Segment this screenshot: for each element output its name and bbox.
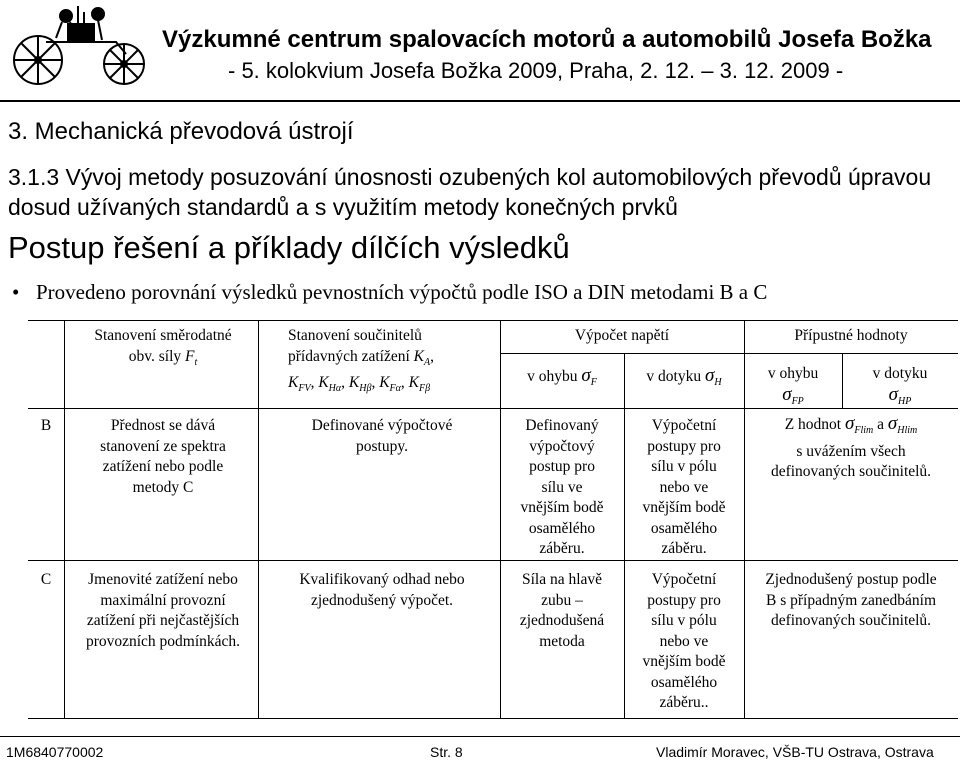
cell-line: stanovení ze spektra [100, 437, 226, 455]
cell-line: Zjednodušený postup podle [765, 571, 937, 588]
cell-line: s uvážením všech [796, 442, 906, 460]
header-allowable: Přípustné hodnoty [794, 327, 908, 344]
table-col-divider [258, 320, 259, 718]
cell-line: B s případným zanedbáním [765, 591, 937, 609]
row-b-contact [624, 416, 744, 560]
header-allowable-bending-symbol: $\sigma_{FP}$ [782, 383, 804, 407]
cell-line: Z hodnot [784, 416, 842, 433]
header-allowable-contact-symbol: $\sigma_{HP}$ [888, 383, 912, 407]
section-title: 3. Mechanická převodová ústrojí [8, 118, 354, 145]
cell-line: osamělého [650, 519, 718, 537]
cell-line: Síla na hlavě [521, 571, 603, 588]
slide-heading: Postup řešení a příklady dílčích výsledků [8, 230, 570, 265]
table-rule-subheader [500, 353, 958, 354]
row-b-label: B [40, 417, 52, 434]
cell-line: zjednodušená [519, 612, 605, 629]
cell-line: a [877, 416, 885, 433]
header-stress-contact-text: v dotyku [646, 368, 702, 385]
header-subtitle: - 5. kolokvium Josefa Božka 2009, Praha, 2. 12. – 3. 12. 2009 - [228, 58, 844, 83]
cell-line: Definovaný [525, 417, 599, 434]
cell-line: postupy. [356, 437, 408, 455]
row-c-factors [264, 570, 500, 611]
header-factors [264, 326, 500, 400]
row-c-allowable [744, 570, 958, 632]
header-stress-bending: v ohybu $\sigma_F$ [527, 365, 597, 389]
cell-line: záběru.. [659, 694, 709, 711]
bullet-item [12, 280, 767, 305]
cell-line: výpočtový [529, 437, 595, 455]
cell-line: sílu ve [541, 478, 583, 496]
cell-line: definovaných součinitelů. [770, 612, 932, 629]
row-b-factors [264, 416, 500, 457]
header-factors-symbols: $K_{FV}$, $K_{H\alpha}$, $K_{H\beta}$, $K_{F\alpha}$, $K_{F\beta}$ [288, 374, 431, 395]
cell-line: zjednodušený výpočet. [310, 591, 454, 609]
row-b-bending [500, 416, 624, 560]
chapter-title: 3.1.3 Vývoj metody posuzování únosnosti ozubených kol automobilových převodů úpravou dosud užívaných standardů a s využitím metody konečných prvků [8, 164, 932, 220]
cell-line: definovaných součinitelů. [770, 463, 932, 481]
cell-line: Definované výpočtové [311, 417, 453, 434]
row-c-force [68, 570, 258, 652]
footer-page-number: Str. 8 [430, 744, 463, 760]
cell-line: vnějším bodě [642, 499, 726, 516]
row-c-contact [624, 570, 744, 714]
cell-line: osamělého [650, 673, 718, 691]
header-force [68, 326, 258, 373]
cell-line: metoda [539, 632, 585, 650]
bullet-dot-icon: • [12, 280, 20, 304]
header-title: Výzkumné centrum spalovacích motorů a automobilů Josefa Božka [162, 26, 932, 53]
header-factors-text: přídavných zatížení [288, 347, 410, 365]
cell-line: vnějším bodě [642, 653, 726, 670]
cell-line: maximální provozní [100, 591, 226, 609]
row-b-allowable-line1: Z hodnot $\sigma_{Flim}$ a $\sigma_{Hlim}$ [784, 413, 918, 437]
cell-line: osamělého [528, 519, 596, 537]
row-b-allowable [744, 414, 958, 483]
cell-line: Kvalifikovaný odhad nebo [299, 571, 465, 588]
header-factors-line1: Stanovení součinitelů [288, 327, 422, 344]
footer-project-id: 1M6840770002 [6, 744, 104, 760]
header-factors-line2: přídavných zatížení $K_A$, [288, 347, 434, 368]
cell-line: záběru. [539, 540, 585, 557]
cell-line: vnějším bodě [520, 499, 604, 516]
header-force-line1: Stanovení směrodatné [94, 327, 232, 344]
cell-line: sílu v pólu [651, 612, 717, 629]
cell-line: zatížení nebo podle [102, 458, 224, 475]
cell-line: nebo ve [659, 478, 709, 496]
row-b-force [68, 416, 258, 498]
header-force-line2: obv. síly $F_t$ [128, 347, 198, 368]
header-allowable-contact [842, 364, 958, 412]
footer-divider [0, 736, 960, 737]
row-c-bending [500, 570, 624, 652]
table-rule-row [28, 560, 958, 561]
cell-line: zubu – [541, 591, 583, 609]
cell-line: postup pro [529, 458, 595, 475]
bozek-steam-car-logo [6, 2, 156, 90]
cell-line: postupy pro [647, 437, 721, 455]
header-divider [0, 100, 960, 102]
cell-line: nebo ve [659, 632, 709, 650]
cell-line: Přednost se dává [110, 417, 216, 434]
footer-author: Vladimír Moravec, VŠB-TU Ostrava, Ostrava [656, 744, 934, 760]
cell-line: Jmenovité zatížení nebo [88, 571, 238, 588]
header-force-text: obv. síly [128, 347, 182, 365]
table-rule-bottom [28, 718, 958, 719]
cell-line: zatížení při nejčastějších [86, 612, 240, 629]
header-allowable-bending-text: v ohybu [767, 365, 819, 382]
header-allowable-contact-text: v dotyku [872, 365, 928, 382]
cell-line: postupy pro [647, 591, 721, 609]
cell-line: Výpočetní [651, 417, 717, 434]
cell-line: metody C [132, 478, 194, 496]
header-stress: Výpočet napětí [574, 327, 670, 344]
table-col-divider [64, 320, 65, 718]
cell-line: Výpočetní [651, 571, 717, 588]
cell-line: sílu v pólu [651, 458, 717, 475]
cell-line: záběru. [661, 540, 707, 557]
bullet-text: Provedeno porovnání výsledků pevnostních výpočtů podle ISO a DIN metodami B a C [36, 280, 768, 304]
row-c-label: C [40, 571, 52, 588]
table-rule-top [28, 320, 958, 321]
header-stress-contact: v dotyku $\sigma_H$ [646, 365, 722, 389]
cell-line: provozních podmínkách. [85, 632, 241, 650]
header-allowable-bending [744, 364, 842, 412]
header-stress-bending-text: v ohybu [527, 368, 578, 385]
